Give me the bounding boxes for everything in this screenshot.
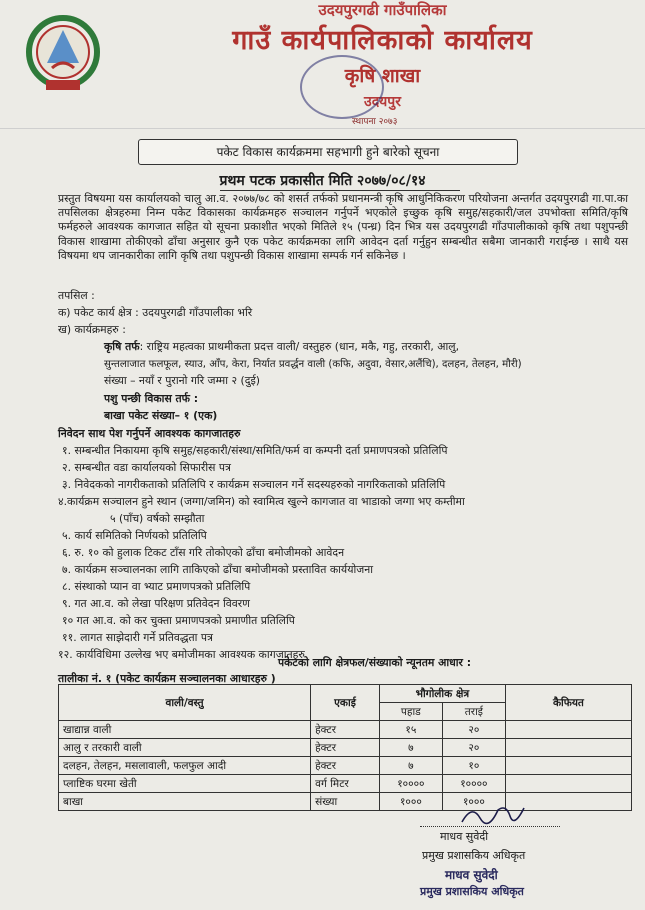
cell-remark (505, 757, 631, 775)
col-unit-header: एकाई (311, 685, 380, 721)
cell-crop: खाद्यान्न वाली (59, 721, 311, 739)
col-hill-header: पहाड (379, 703, 442, 721)
office-title: गाउँ कार्यपालिकाको कार्यालय (232, 25, 533, 56)
cell-crop: आलु र तरकारी वाली (59, 739, 311, 757)
date-underline (220, 190, 460, 191)
agri-line-1 (104, 339, 459, 354)
agri-count: संख्या – नयाँ र पुरानो गरि जम्मा २ (दुई) (104, 374, 260, 387)
header-divider (0, 128, 645, 129)
doc-item: ७. कार्यक्रम सञ्चालनका लागि ताकिएको ढाँचा बमोजीमको प्रस्तावित कार्ययोजना (62, 563, 374, 576)
table-heading: पकेटको लागि क्षेत्रफल/संख्याको न्यूनतम आधार : (278, 656, 472, 669)
doc-item: १. सम्बन्धीत निकायमा कृषि समुह/सहकारी/संस्था/समिति/फर्म वा कम्पनी दर्ता प्रमाणपत्रको प्रतिलिपि (62, 444, 448, 457)
col-geo-header: भौगोलीक क्षेत्र (379, 685, 505, 703)
cell-unit: हेक्टर (311, 757, 380, 775)
cell-hill: १००० (379, 793, 442, 811)
doc-item: ९. गत आ.व. को लेखा परिक्षण प्रतिवेदन विवरण (62, 597, 250, 610)
agri-label: कृषि तर्फ (104, 340, 140, 353)
doc-item: ६. रु. १० को हुलाक टिकट टाँस गरि तोकोएको ढाँचा बमोजीमको आवेदन (62, 546, 345, 559)
signatory-title: प्रमुख प्रशासकिय अधिकृत (422, 849, 526, 862)
cell-remark (505, 775, 631, 793)
cell-unit: संख्या (311, 793, 380, 811)
publication-date: प्रथम पटक प्रकासीत मिति २०७७/०८/१४ (219, 173, 426, 189)
cell-crop: दलहन, तेलहन, मसलावाली, फलफुल आदी (59, 757, 311, 775)
cell-unit: हेक्टर (311, 721, 380, 739)
cell-terai: १०००० (442, 775, 505, 793)
col-remark-header: कैफियत (505, 685, 631, 721)
doc-item: ५ (पाँच) वर्षको सम्झौता (110, 512, 205, 525)
cell-terai: १० (442, 757, 505, 775)
cell-crop: प्लाष्टिक घरमा खेती (59, 775, 311, 793)
livestock-label: पशु पन्छी विकास तर्फ : (104, 392, 199, 405)
agri-text-1: : राष्ट्रिय महत्वका प्राथमीकता प्रदत्त वाली/ वस्तुहरु (धान, मकै, गहु, तरकारी, आलु, (139, 340, 460, 353)
table-caption: तालीका नं. १ (पकेट कार्यक्रम सञ्चालनका आधारहरु ) (58, 672, 276, 685)
branch-title: कृषि शाखा (344, 65, 421, 87)
cell-unit: हेक्टर (311, 739, 380, 757)
cell-terai: २० (442, 739, 505, 757)
cell-hill: १०००० (379, 775, 442, 793)
signature-scribble-icon (458, 800, 528, 828)
table-row (59, 793, 632, 811)
municipality-name: उदयपुरगढी गाउँपालिका (318, 1, 447, 19)
doc-item: ५. कार्य समितिको निर्णयको प्रतिलिपि (62, 529, 207, 542)
cell-remark (505, 739, 631, 757)
doc-item: १० गत आ.व. को कर चुक्ता प्रमाणपत्रको प्रमाणीत प्रतिलिपि (62, 614, 295, 627)
cell-hill: १५ (379, 721, 442, 739)
table-row (59, 775, 632, 793)
doc-item: ११. लागत साझेदारी गर्ने प्रतिवद्धता पत्र (62, 631, 214, 644)
programs-heading: ख) कार्यक्रमहरु : (58, 323, 126, 336)
table-row (59, 757, 632, 775)
doc-item: ३. निवेदकको नागरीकताको प्रतिलिपि र कार्यक्रम सञ्चालन गर्ने सदस्यहरुको नागरिकताको प्रतिलिपि (62, 478, 446, 491)
goat-pocket: बाखा पकेट संख्या– १ (एक) (104, 409, 218, 422)
signatory-name: माधव सुवेदी (440, 830, 489, 843)
doc-item: ४.कार्यक्रम सञ्चालन हुने स्थान (जग्गा/जमिन) को स्वामित्व खुल्ने कागजात वा भाडाको जग्गा भए कम्तीमा (58, 495, 465, 508)
stamp-title: प्रमुख प्रशासकिय अधिकृत (420, 885, 524, 898)
office-stamp (300, 55, 384, 119)
cell-terai: २० (442, 721, 505, 739)
cell-terai: १००० (442, 793, 505, 811)
cell-crop: बाखा (59, 793, 311, 811)
established-year: स्थापना २०७३ (352, 117, 398, 127)
col-crop-header: वाली/वस्तु (59, 685, 311, 721)
cell-unit: वर्ग मिटर (311, 775, 380, 793)
cell-remark (505, 721, 631, 739)
docs-heading: निवेदन साथ पेश गर्नुपर्ने आवश्यक कागजातहरु (58, 427, 241, 440)
agri-text-2: सुन्तलाजात फलफूल, स्याउ, आँप, केरा, निर्यात प्रवर्द्धन वाली (कफि, अदुवा, वेसार,अलैंचि), दलहन, तेलहन, मौरी) (104, 359, 522, 370)
intro-paragraph: प्रस्तुत विषयमा यस कार्यालयको चालु आ.व. २०७७/७८ को शसर्त तर्फको प्रधानमन्त्री कृषि आधुनिकिकरण परियोजना अन्तर्गत उदयपुरगढी गा.पा.का तपसिलका क्षेत्रहरुमा निम्न पकेट विकासका कार्यक्रमहरु सञ्चालन गर्नुपर्ने भएकोले इच्छुक कृषि समुह/सहकारी/जल उपभोक्ता समिति/कृषि फर्महरुले आवश्यक कागजात सहित यो सूचना प्रकाशीत भएको मितिले १५ (पन्ध्र) दिन भित्र यस उदयपुरगढी गाँउपालीकाको कृषि तथा पशुपन्छी विकास शाखामा तोकीएको ढाँचा अनुसार कुनै एक पकेट कार्यक्रमका लागि आवेदन दर्ता गर्नुहुन सम्बन्धीत सबैमा जानकारी गराईन्छ । साथै यस विषयमा थप जानकारीका लागि कृषि तथा पशुपन्छी विकास शाखामा सम्पर्क गर्न सकिनेछ । (58, 192, 628, 262)
table-row (59, 739, 632, 757)
notice-title: पकेट विकास कार्यक्रममा सहभागी हुने बारेको सूचना (138, 139, 518, 165)
table-row (59, 721, 632, 739)
col-terai-header: तराई (442, 703, 505, 721)
pocket-area: क) पकेट कार्य क्षेत्र : उदयपुरगढी गाँउपालीका भरि (58, 306, 253, 319)
doc-item: ८. संस्थाको प्यान वा भ्याट प्रमाणपत्रको प्रतिलिपि (62, 580, 251, 593)
tapsil-label: तपसिल : (58, 289, 95, 302)
cell-hill: ७ (379, 757, 442, 775)
doc-item: १२. कार्यविधिमा उल्लेख भए बमोजीमका आवश्यक कागजातहरु (58, 648, 305, 661)
pocket-criteria-table (58, 684, 632, 811)
doc-item: २. सम्बन्धीत वडा कार्यालयको सिफारीस पत्र (62, 461, 231, 474)
cell-hill: ७ (379, 739, 442, 757)
stamp-name: माधव सुवेदी (445, 868, 498, 882)
office-address: उदयपुर (364, 94, 401, 110)
signature-line (420, 826, 560, 827)
